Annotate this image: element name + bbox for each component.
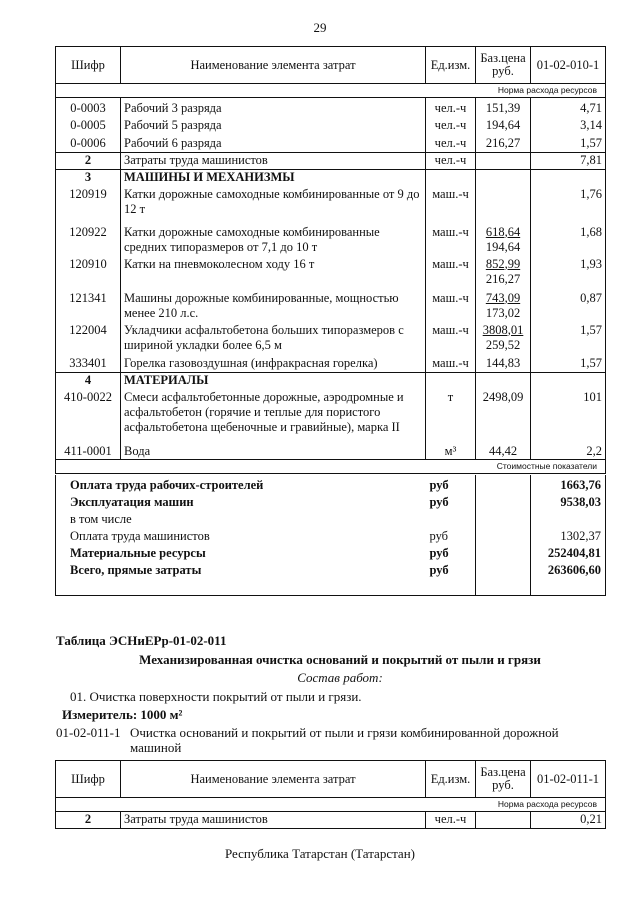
composition-item: 01. Очистка поверхности покрытий от пыли и грязи. [70,689,362,704]
table-row: 0-0005 Рабочий 5 разряда чел.-ч 194,64 3,14 [56,118,606,136]
total-row: Оплата труда рабочих-строителей руб 1663,76 [56,475,606,494]
table-row: 120910 Катки на пневмоколесном ходу 16 т маш.-ч 852,99 216,27 1,93 [56,257,606,291]
meter: Измеритель: 1000 м² [62,707,183,722]
table2-caption: Таблица ЭСНиЕРр-01-02-011 [56,633,227,648]
norm-label-row [56,84,606,98]
header-price: Баз.цена руб. [476,761,531,798]
table-row: 0-0003 Рабочий 3 разряда чел.-ч 151,39 4,71 [56,98,606,118]
table2-title: Механизированная очистка оснований и покрытий от пыли и грязи [139,652,541,667]
resource-table-010 [55,46,606,474]
table-row: 411-0001 Вода м³ 44,42 2,2 [56,442,606,460]
norm-label-row [56,798,606,812]
total-row: в том числе [56,511,606,528]
header-price: Баз.цена руб. [476,47,531,84]
table-row: 0-0006 Рабочий 6 разряда чел.-ч 216,27 1,57 [56,136,606,153]
composition-label: Состав работ: [297,670,383,685]
item-text: Очистка оснований и покрытий от пыли и грязи комбинированной дорожной [130,725,559,740]
resource-table-011 [55,760,606,829]
header-unit: Ед.изм. [426,47,476,84]
cost-label-row [56,459,606,473]
total-row: Эксплуатация машин руб 9538,03 [56,494,606,511]
section-row: 3 МАШИНЫ И МЕХАНИЗМЫ [56,170,606,187]
norm-label: Норма расхода ресурсов [56,84,606,98]
table-row: 410-0022 Смеси асфальтобетонные дорожные, аэродромные и асфальтобетон (горячие и теплые для пористого асфальтобетона щебеночные и гравийные), марка II т 2498,09 101 [56,390,606,442]
page-number: 29 [313,20,327,35]
table-row: 2 Затраты труда машинистов чел.-ч 0,21 [56,812,606,829]
item-code: 01-02-011-1 [56,725,121,740]
total-row: Оплата труда машинистов руб 1302,37 [56,528,606,545]
cost-totals [55,475,606,596]
header-code: Шифр [56,761,121,798]
header-unit: Ед.изм. [426,761,476,798]
header-name: Наименование элемента затрат [121,47,426,84]
header-norm-code: 01-02-011-1 [531,761,606,798]
table-header-row [56,47,606,84]
header-code: Шифр [56,47,121,84]
total-row: Всего, прямые затраты руб 263606,60 [56,562,606,579]
table-header-row [56,761,606,798]
norm-label: Норма расхода ресурсов [56,798,606,812]
header-name: Наименование элемента затрат [121,761,426,798]
cost-label: Стоимостные показатели [56,459,606,473]
table-row: 121341 Машины дорожные комбинированные, мощностью менее 210 л.с. маш.-ч 743,09 173,02 0,87 [56,291,606,323]
table-row: 120919 Катки дорожные самоходные комбинированные от 9 до 12 т маш.-ч 1,76 [56,187,606,225]
table-row: 2 Затраты труда машинистов чел.-ч 7,81 [56,153,606,170]
table-row: 333401 Горелка газовоздушная (инфракрасная горелка) маш.-ч 144,83 1,57 [56,356,606,373]
header-norm-code: 01-02-010-1 [531,47,606,84]
table-row: 122004 Укладчики асфальтобетона больших типоразмеров с шириной укладки более 6,5 м маш.-ч 3808,01 259,52 1,57 [56,323,606,356]
table-row: 120922 Катки дорожные самоходные комбинированные средних типоразмеров от 7,1 до 10 т маш.-ч 618,64 194,64 1,68 [56,225,606,257]
section-row: 4 МАТЕРИАЛЫ [56,373,606,390]
item-text-cont: машиной [130,740,182,755]
total-row: Материальные ресурсы руб 252404,81 [56,545,606,562]
footer: Республика Татарстан (Татарстан) [225,846,415,861]
totals-spacer-row [56,579,606,595]
